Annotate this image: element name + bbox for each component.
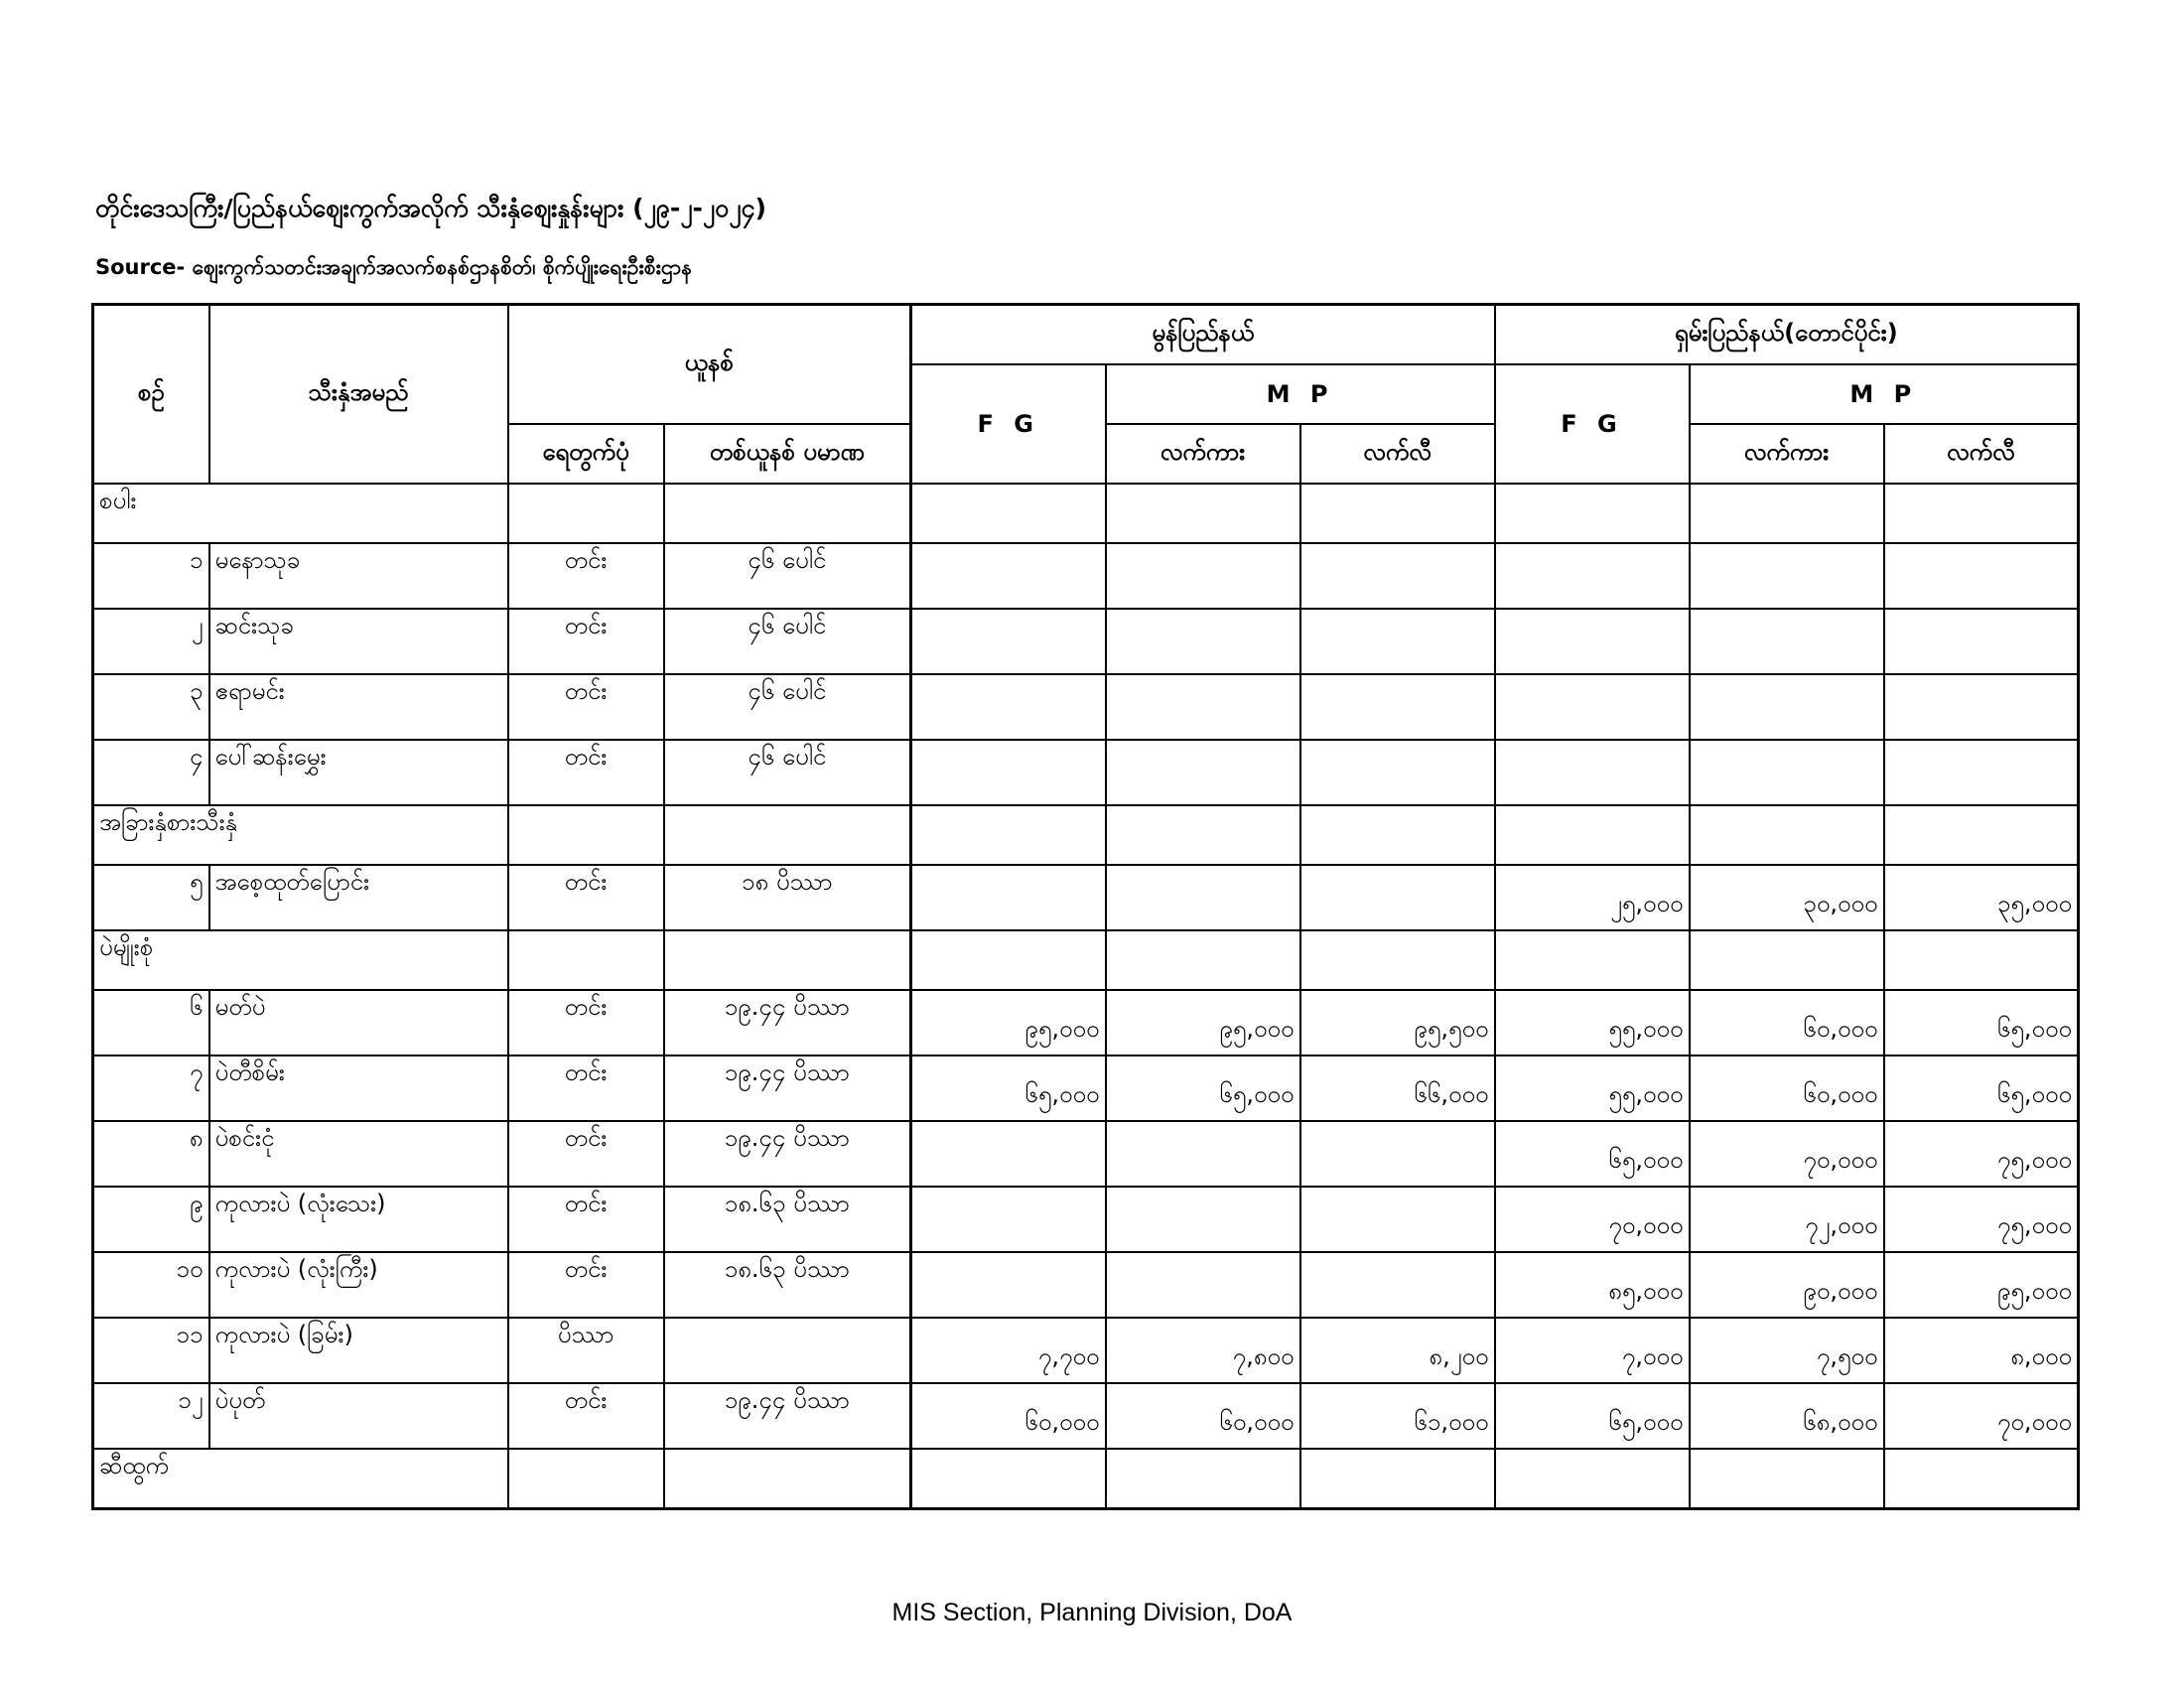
price-mon-mp-retail: ၆၁,၀၀၀ — [1300, 1383, 1495, 1449]
price-mon-fg — [911, 1121, 1106, 1187]
price-shan-fg: ၈၅,၀၀၀ — [1495, 1252, 1690, 1318]
price-shan-fg — [1495, 609, 1690, 674]
table-row — [93, 674, 2079, 740]
price-shan-mp-retail — [1884, 740, 2079, 805]
price-mon-mp-retail — [1300, 543, 1495, 609]
row-crop-name: ကုလားပဲ (လုံးကြီး) — [209, 1252, 508, 1318]
table-row — [93, 740, 2079, 805]
row-serial-number: ၂ — [93, 609, 209, 674]
row-serial-number: ၅ — [93, 865, 209, 930]
header-unit-collected: ရေတွက်ပုံ — [508, 424, 664, 484]
price-shan-mp-wholesale: ၇,၅၀၀ — [1690, 1318, 1884, 1383]
row-unit-weight: ၁၈.၆၃ ပိဿာ — [664, 1187, 911, 1252]
price-mon-mp-wholesale: ၆၀,၀၀၀ — [1106, 1383, 1300, 1449]
row-crop-name: ဧရာမင်း — [209, 674, 508, 740]
header-crop-name: သီးနှံအမည် — [209, 305, 508, 485]
row-unit: တင်း — [508, 990, 664, 1055]
category-label: စပါး — [93, 484, 508, 543]
row-crop-name: ပဲစင်းငုံ — [209, 1121, 508, 1187]
price-mon-mp-wholesale — [1106, 1252, 1300, 1318]
price-shan-mp-wholesale — [1690, 674, 1884, 740]
price-mon-mp-retail — [1300, 674, 1495, 740]
price-shan-mp-retail: ၇၅,၀၀၀ — [1884, 1121, 2079, 1187]
header-shan-fg: F G — [1495, 364, 1690, 484]
row-unit: တင်း — [508, 674, 664, 740]
row-serial-number: ၁၂ — [93, 1383, 209, 1449]
table-row — [93, 1055, 2079, 1121]
price-mon-mp-wholesale — [1106, 1121, 1300, 1187]
price-shan-mp-wholesale: ၇၀,၀၀၀ — [1690, 1121, 1884, 1187]
price-shan-mp-wholesale — [1690, 740, 1884, 805]
row-serial-number: ၆ — [93, 990, 209, 1055]
empty-cell — [1300, 805, 1495, 865]
price-mon-mp-retail — [1300, 609, 1495, 674]
price-shan-mp-retail — [1884, 543, 2079, 609]
empty-cell — [1884, 805, 2079, 865]
price-shan-mp-wholesale: ၉၀,၀၀၀ — [1690, 1252, 1884, 1318]
row-crop-name: ကုလားပဲ (ခြမ်း) — [209, 1318, 508, 1383]
row-unit-weight: ၁၉.၄၄ ပိဿာ — [664, 990, 911, 1055]
empty-cell — [1884, 1449, 2079, 1509]
row-crop-name: မတ်ပဲ — [209, 990, 508, 1055]
price-shan-fg — [1495, 674, 1690, 740]
row-serial-number: ၁၁ — [93, 1318, 209, 1383]
row-unit-weight — [664, 1318, 911, 1383]
empty-cell — [1106, 930, 1300, 990]
category-row — [93, 1449, 2079, 1509]
row-serial-number: ၁၀ — [93, 1252, 209, 1318]
header-region-mon: မွန်ပြည်နယ် — [911, 305, 1495, 365]
empty-cell — [664, 930, 911, 990]
price-mon-mp-wholesale — [1106, 865, 1300, 930]
price-mon-fg — [911, 740, 1106, 805]
empty-cell — [664, 805, 911, 865]
empty-cell — [1300, 484, 1495, 543]
price-mon-mp-retail — [1300, 1187, 1495, 1252]
table-row — [93, 1383, 2079, 1449]
price-mon-fg — [911, 543, 1106, 609]
row-unit-weight: ၁၉.၄၄ ပိဿာ — [664, 1383, 911, 1449]
price-shan-fg: ၇,၀၀၀ — [1495, 1318, 1690, 1383]
table-row — [93, 990, 2079, 1055]
price-mon-mp-retail: ၆၆,၀၀၀ — [1300, 1055, 1495, 1121]
price-mon-mp-wholesale — [1106, 543, 1300, 609]
empty-cell — [1884, 484, 2079, 543]
row-serial-number: ၈ — [93, 1121, 209, 1187]
header-region-shan-south: ရှမ်းပြည်နယ်(တောင်ပိုင်း) — [1495, 305, 2079, 365]
price-shan-fg — [1495, 740, 1690, 805]
row-unit: တင်း — [508, 1121, 664, 1187]
price-shan-mp-wholesale: ၆၀,၀၀၀ — [1690, 990, 1884, 1055]
price-shan-fg: ၆၅,၀၀၀ — [1495, 1383, 1690, 1449]
price-shan-fg: ၆၅,၀၀၀ — [1495, 1121, 1690, 1187]
category-label: ဆီထွက် — [93, 1449, 508, 1509]
row-unit-weight: ၄၆ ပေါင် — [664, 674, 911, 740]
empty-cell — [911, 1449, 1106, 1509]
empty-cell — [508, 484, 664, 543]
row-unit-weight: ၄၆ ပေါင် — [664, 740, 911, 805]
price-mon-fg: ၇,၇၀၀ — [911, 1318, 1106, 1383]
header-shan-mp: M P — [1690, 364, 2079, 424]
row-crop-name: ဆင်းသုခ — [209, 609, 508, 674]
price-shan-fg: ၅၅,၀၀၀ — [1495, 1055, 1690, 1121]
price-mon-mp-wholesale: ၇,၈၀၀ — [1106, 1318, 1300, 1383]
empty-cell — [1495, 930, 1690, 990]
price-shan-fg — [1495, 543, 1690, 609]
price-shan-mp-retail — [1884, 609, 2079, 674]
table-row — [93, 1187, 2079, 1252]
header-unit: ယူနစ် — [508, 305, 911, 425]
price-mon-mp-wholesale: ၆၅,၀၀၀ — [1106, 1055, 1300, 1121]
table-body — [93, 484, 2079, 1509]
price-mon-mp-retail — [1300, 740, 1495, 805]
row-unit: တင်း — [508, 865, 664, 930]
row-crop-name: အစေ့ထုတ်ပြောင်း — [209, 865, 508, 930]
empty-cell — [1300, 1449, 1495, 1509]
price-shan-mp-wholesale — [1690, 609, 1884, 674]
price-shan-fg: ၇၀,၀၀၀ — [1495, 1187, 1690, 1252]
price-mon-fg: ၆၀,၀၀၀ — [911, 1383, 1106, 1449]
header-shan-retail: လက်လီ — [1884, 424, 2079, 484]
category-row — [93, 805, 2079, 865]
price-mon-mp-wholesale — [1106, 674, 1300, 740]
price-shan-mp-retail — [1884, 674, 2079, 740]
empty-cell — [1690, 484, 1884, 543]
header-mon-retail: လက်လီ — [1300, 424, 1495, 484]
header-mon-fg: F G — [911, 364, 1106, 484]
row-unit-weight: ၁၉.၄၄ ပိဿာ — [664, 1055, 911, 1121]
price-mon-fg: ၆၅,၀၀၀ — [911, 1055, 1106, 1121]
price-mon-fg — [911, 609, 1106, 674]
row-unit: တင်း — [508, 609, 664, 674]
category-row — [93, 484, 2079, 543]
footer: MIS Section, Planning Division, DoA — [891, 1599, 1293, 1626]
price-shan-mp-retail: ၇၅,၀၀၀ — [1884, 1187, 2079, 1252]
price-mon-mp-wholesale — [1106, 1187, 1300, 1252]
price-mon-fg — [911, 1187, 1106, 1252]
price-mon-mp-retail: ၉၅,၅၀၀ — [1300, 990, 1495, 1055]
price-shan-mp-retail: ၉၅,၀၀၀ — [1884, 1252, 2079, 1318]
table-row — [93, 1252, 2079, 1318]
price-shan-mp-retail: ၆၅,၀၀၀ — [1884, 990, 2079, 1055]
empty-cell — [1495, 1449, 1690, 1509]
row-unit-weight: ၄၆ ပေါင် — [664, 543, 911, 609]
empty-cell — [1690, 805, 1884, 865]
row-unit: တင်း — [508, 1187, 664, 1252]
row-unit-weight: ၁၈.၆၃ ပိဿာ — [664, 1252, 911, 1318]
row-serial-number: ၉ — [93, 1187, 209, 1252]
empty-cell — [1106, 805, 1300, 865]
empty-cell — [508, 930, 664, 990]
row-crop-name: ပဲပုတ် — [209, 1383, 508, 1449]
empty-cell — [911, 930, 1106, 990]
row-unit: တင်း — [508, 740, 664, 805]
price-mon-fg — [911, 865, 1106, 930]
row-crop-name: ကုလားပဲ (လုံးသေး) — [209, 1187, 508, 1252]
empty-cell — [664, 1449, 911, 1509]
category-label: ပဲမျိုးစုံ — [93, 930, 508, 990]
empty-cell — [1690, 930, 1884, 990]
source-line: Source- ဈေးကွက်သတင်းအချက်အလက်စနစ်ဌာနစိတ်၊ စိုက်ပျိုးရေးဦးစီးဌာန — [95, 255, 693, 279]
price-shan-mp-wholesale: ၇၂,၀၀၀ — [1690, 1187, 1884, 1252]
row-unit: တင်း — [508, 543, 664, 609]
empty-cell — [1106, 1449, 1300, 1509]
category-label: အခြားနှံစားသီးနှံ — [93, 805, 508, 865]
table-row — [93, 609, 2079, 674]
price-mon-fg — [911, 1252, 1106, 1318]
price-mon-mp-wholesale: ၉၅,၀၀၀ — [1106, 990, 1300, 1055]
empty-cell — [1690, 1449, 1884, 1509]
price-shan-mp-wholesale — [1690, 543, 1884, 609]
row-crop-name: မနောသုခ — [209, 543, 508, 609]
category-row — [93, 930, 2079, 990]
empty-cell — [1495, 805, 1690, 865]
price-shan-mp-wholesale: ၃၀,၀၀၀ — [1690, 865, 1884, 930]
price-mon-mp-retail — [1300, 1252, 1495, 1318]
row-unit: ပိဿာ — [508, 1318, 664, 1383]
row-unit-weight: ၁၉.၄၄ ပိဿာ — [664, 1121, 911, 1187]
table-row — [93, 865, 2079, 930]
price-shan-mp-retail: ၃၅,၀၀၀ — [1884, 865, 2079, 930]
empty-cell — [1495, 484, 1690, 543]
empty-cell — [1106, 484, 1300, 543]
header-unit-weight: တစ်ယူနစ် ပမာဏ — [664, 424, 911, 484]
empty-cell — [664, 484, 911, 543]
page-title: တိုင်းဒေသကြီး/ပြည်နယ်ဈေးကွက်အလိုက် သီးနှံဈေးနှုန်းများ (၂၉-၂-၂၀၂၄) — [95, 194, 766, 222]
empty-cell — [911, 805, 1106, 865]
price-table — [91, 303, 2080, 1510]
table-row — [93, 1121, 2079, 1187]
row-unit-weight: ၁၈ ပိဿာ — [664, 865, 911, 930]
empty-cell — [508, 1449, 664, 1509]
price-mon-mp-wholesale — [1106, 740, 1300, 805]
header-mon-mp: M P — [1106, 364, 1495, 424]
price-shan-mp-retail: ၆၅,၀၀၀ — [1884, 1055, 2079, 1121]
price-mon-fg — [911, 674, 1106, 740]
empty-cell — [508, 805, 664, 865]
row-serial-number: ၃ — [93, 674, 209, 740]
row-unit: တင်း — [508, 1383, 664, 1449]
price-mon-mp-retail: ၈,၂၀၀ — [1300, 1318, 1495, 1383]
price-mon-mp-retail — [1300, 865, 1495, 930]
row-unit: တင်း — [508, 1055, 664, 1121]
header-shan-wholesale: လက်ကား — [1690, 424, 1884, 484]
price-shan-fg: ၅၅,၀၀၀ — [1495, 990, 1690, 1055]
price-shan-mp-wholesale: ၆၀,၀၀၀ — [1690, 1055, 1884, 1121]
empty-cell — [911, 484, 1106, 543]
row-unit: တင်း — [508, 1252, 664, 1318]
price-mon-mp-wholesale — [1106, 609, 1300, 674]
row-serial-number: ၇ — [93, 1055, 209, 1121]
row-serial-number: ၁ — [93, 543, 209, 609]
empty-cell — [1884, 930, 2079, 990]
empty-cell — [1300, 930, 1495, 990]
price-mon-mp-retail — [1300, 1121, 1495, 1187]
header-mon-wholesale: လက်ကား — [1106, 424, 1300, 484]
price-shan-mp-wholesale: ၆၈,၀၀၀ — [1690, 1383, 1884, 1449]
row-crop-name: ပေါ်ဆန်းမွှေး — [209, 740, 508, 805]
price-shan-fg: ၂၅,၀၀၀ — [1495, 865, 1690, 930]
price-shan-mp-retail: ၈,၀၀၀ — [1884, 1318, 2079, 1383]
row-serial-number: ၄ — [93, 740, 209, 805]
header-sn: စဉ် — [93, 305, 209, 485]
table-row — [93, 543, 2079, 609]
table-row — [93, 1318, 2079, 1383]
price-mon-fg: ၉၅,၀၀၀ — [911, 990, 1106, 1055]
row-crop-name: ပဲတီစိမ်း — [209, 1055, 508, 1121]
price-shan-mp-retail: ၇၀,၀၀၀ — [1884, 1383, 2079, 1449]
row-unit-weight: ၄၆ ပေါင် — [664, 609, 911, 674]
